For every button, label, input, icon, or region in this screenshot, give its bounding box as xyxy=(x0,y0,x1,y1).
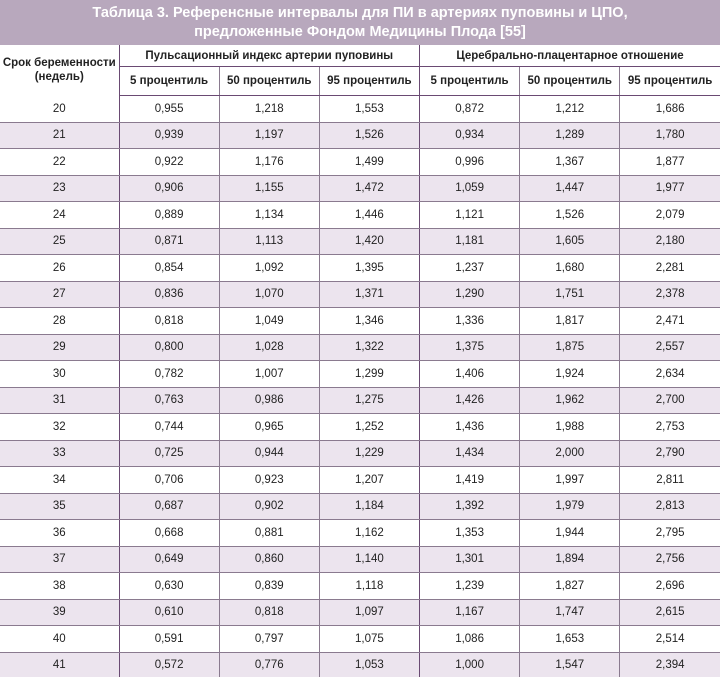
cell-week: 33 xyxy=(0,440,119,467)
cell-cpr-p95: 2,696 xyxy=(620,573,720,600)
cell-pi-p95: 1,371 xyxy=(319,281,419,308)
cell-pi-p95: 1,553 xyxy=(319,96,419,123)
cell-week: 24 xyxy=(0,202,119,229)
cell-cpr-p5: 1,419 xyxy=(420,467,520,494)
cell-week: 30 xyxy=(0,361,119,388)
header-group-umbilical-pi: Пульсационный индекс артерии пуповины xyxy=(119,45,420,67)
cell-week: 34 xyxy=(0,467,119,494)
cell-cpr-p95: 1,686 xyxy=(620,96,720,123)
table-row xyxy=(0,440,720,467)
cell-cpr-p50: 1,653 xyxy=(520,626,620,653)
cell-pi-p50: 0,797 xyxy=(219,626,319,653)
cell-pi-p95: 1,299 xyxy=(319,361,419,388)
cell-pi-p95: 1,526 xyxy=(319,122,419,149)
cell-cpr-p5: 1,406 xyxy=(420,361,520,388)
cell-cpr-p50: 1,924 xyxy=(520,361,620,388)
cell-pi-p50: 0,902 xyxy=(219,493,319,520)
cell-cpr-p50: 1,875 xyxy=(520,334,620,361)
cell-cpr-p50: 1,817 xyxy=(520,308,620,335)
cell-cpr-p50: 1,547 xyxy=(520,652,620,677)
cell-cpr-p50: 1,447 xyxy=(520,175,620,202)
cell-cpr-p50: 1,894 xyxy=(520,546,620,573)
cell-pi-p5: 0,725 xyxy=(119,440,219,467)
cell-pi-p95: 1,346 xyxy=(319,308,419,335)
cell-pi-p95: 1,420 xyxy=(319,228,419,255)
cell-pi-p50: 1,197 xyxy=(219,122,319,149)
cell-pi-p50: 1,176 xyxy=(219,149,319,176)
cell-week: 21 xyxy=(0,122,119,149)
cell-pi-p5: 0,687 xyxy=(119,493,219,520)
table-row xyxy=(0,387,720,414)
table-row xyxy=(0,308,720,335)
cell-pi-p95: 1,140 xyxy=(319,546,419,573)
table-header xyxy=(0,45,720,96)
cell-cpr-p5: 1,059 xyxy=(420,175,520,202)
table-row xyxy=(0,626,720,653)
cell-pi-p5: 0,889 xyxy=(119,202,219,229)
cell-pi-p95: 1,097 xyxy=(319,599,419,626)
cell-week: 26 xyxy=(0,255,119,282)
cell-pi-p95: 1,499 xyxy=(319,149,419,176)
cell-cpr-p5: 1,086 xyxy=(420,626,520,653)
table-row xyxy=(0,599,720,626)
cell-cpr-p5: 1,426 xyxy=(420,387,520,414)
table-row xyxy=(0,652,720,677)
reference-intervals-table xyxy=(0,45,720,677)
cell-pi-p95: 1,275 xyxy=(319,387,419,414)
cell-cpr-p50: 2,000 xyxy=(520,440,620,467)
cell-cpr-p5: 0,996 xyxy=(420,149,520,176)
cell-cpr-p95: 2,378 xyxy=(620,281,720,308)
cell-cpr-p50: 1,289 xyxy=(520,122,620,149)
cell-cpr-p5: 1,290 xyxy=(420,281,520,308)
cell-cpr-p50: 1,212 xyxy=(520,96,620,123)
cell-cpr-p50: 1,747 xyxy=(520,599,620,626)
cell-cpr-p5: 1,336 xyxy=(420,308,520,335)
cell-pi-p95: 1,053 xyxy=(319,652,419,677)
table-row xyxy=(0,414,720,441)
cell-pi-p50: 0,839 xyxy=(219,573,319,600)
table-row xyxy=(0,520,720,547)
cell-pi-p5: 0,649 xyxy=(119,546,219,573)
cell-pi-p95: 1,184 xyxy=(319,493,419,520)
cell-cpr-p50: 1,997 xyxy=(520,467,620,494)
cell-pi-p50: 1,049 xyxy=(219,308,319,335)
cell-pi-p50: 0,923 xyxy=(219,467,319,494)
cell-pi-p95: 1,472 xyxy=(319,175,419,202)
cell-cpr-p5: 1,392 xyxy=(420,493,520,520)
cell-pi-p50: 0,818 xyxy=(219,599,319,626)
cell-pi-p50: 0,944 xyxy=(219,440,319,467)
cell-cpr-p95: 2,753 xyxy=(620,414,720,441)
cell-pi-p5: 0,610 xyxy=(119,599,219,626)
cell-pi-p5: 0,854 xyxy=(119,255,219,282)
table-body xyxy=(0,96,720,677)
table-title-line-2: предложенные Фондом Медицины Плода [55] xyxy=(194,24,526,40)
cell-pi-p50: 1,070 xyxy=(219,281,319,308)
table-row xyxy=(0,228,720,255)
cell-cpr-p5: 1,121 xyxy=(420,202,520,229)
cell-pi-p5: 0,630 xyxy=(119,573,219,600)
header-cpr-p5: 5 процентиль xyxy=(420,67,520,96)
cell-pi-p95: 1,075 xyxy=(319,626,419,653)
cell-week: 22 xyxy=(0,149,119,176)
cell-cpr-p5: 1,237 xyxy=(420,255,520,282)
cell-cpr-p5: 1,436 xyxy=(420,414,520,441)
cell-week: 29 xyxy=(0,334,119,361)
cell-week: 40 xyxy=(0,626,119,653)
cell-pi-p5: 0,763 xyxy=(119,387,219,414)
cell-pi-p5: 0,572 xyxy=(119,652,219,677)
cell-cpr-p95: 1,877 xyxy=(620,149,720,176)
cell-cpr-p95: 2,813 xyxy=(620,493,720,520)
cell-cpr-p5: 1,167 xyxy=(420,599,520,626)
cell-pi-p5: 0,706 xyxy=(119,467,219,494)
cell-week: 38 xyxy=(0,573,119,600)
cell-pi-p5: 0,922 xyxy=(119,149,219,176)
cell-cpr-p50: 1,751 xyxy=(520,281,620,308)
cell-cpr-p95: 2,615 xyxy=(620,599,720,626)
cell-pi-p5: 0,871 xyxy=(119,228,219,255)
cell-cpr-p5: 1,353 xyxy=(420,520,520,547)
cell-week: 20 xyxy=(0,96,119,123)
cell-week: 36 xyxy=(0,520,119,547)
cell-cpr-p95: 2,700 xyxy=(620,387,720,414)
cell-pi-p95: 1,446 xyxy=(319,202,419,229)
cell-cpr-p95: 2,180 xyxy=(620,228,720,255)
cell-cpr-p50: 1,962 xyxy=(520,387,620,414)
cell-cpr-p50: 1,680 xyxy=(520,255,620,282)
table-row xyxy=(0,546,720,573)
cell-week: 37 xyxy=(0,546,119,573)
cell-pi-p95: 1,162 xyxy=(319,520,419,547)
cell-cpr-p95: 2,281 xyxy=(620,255,720,282)
cell-cpr-p50: 1,827 xyxy=(520,573,620,600)
cell-pi-p50: 0,965 xyxy=(219,414,319,441)
cell-cpr-p50: 1,367 xyxy=(520,149,620,176)
cell-pi-p50: 0,881 xyxy=(219,520,319,547)
cell-cpr-p5: 1,434 xyxy=(420,440,520,467)
cell-week: 32 xyxy=(0,414,119,441)
cell-pi-p50: 1,092 xyxy=(219,255,319,282)
header-pi-p95: 95 процентиль xyxy=(319,67,419,96)
header-pi-p5: 5 процентиль xyxy=(119,67,219,96)
cell-pi-p50: 1,155 xyxy=(219,175,319,202)
cell-pi-p5: 0,906 xyxy=(119,175,219,202)
cell-pi-p95: 1,252 xyxy=(319,414,419,441)
cell-pi-p5: 0,939 xyxy=(119,122,219,149)
cell-pi-p50: 0,860 xyxy=(219,546,319,573)
cell-pi-p5: 0,591 xyxy=(119,626,219,653)
table-row xyxy=(0,573,720,600)
cell-cpr-p5: 1,000 xyxy=(420,652,520,677)
cell-cpr-p95: 2,394 xyxy=(620,652,720,677)
cell-cpr-p50: 1,988 xyxy=(520,414,620,441)
cell-week: 28 xyxy=(0,308,119,335)
cell-cpr-p95: 2,471 xyxy=(620,308,720,335)
cell-cpr-p95: 2,756 xyxy=(620,546,720,573)
cell-cpr-p5: 1,239 xyxy=(420,573,520,600)
cell-week: 41 xyxy=(0,652,119,677)
cell-week: 35 xyxy=(0,493,119,520)
cell-cpr-p5: 1,301 xyxy=(420,546,520,573)
table-title-line-1: Таблица 3. Референсные интервалы для ПИ в артериях пуповины и ЦПО, xyxy=(92,5,628,21)
header-cpr-p50: 50 процентиль xyxy=(520,67,620,96)
cell-cpr-p95: 2,514 xyxy=(620,626,720,653)
header-cpr-p95: 95 процентиль xyxy=(620,67,720,96)
cell-week: 25 xyxy=(0,228,119,255)
cell-pi-p50: 0,776 xyxy=(219,652,319,677)
cell-cpr-p95: 1,977 xyxy=(620,175,720,202)
cell-cpr-p95: 2,557 xyxy=(620,334,720,361)
cell-pi-p5: 0,836 xyxy=(119,281,219,308)
cell-pi-p5: 0,818 xyxy=(119,308,219,335)
table-title xyxy=(0,0,720,45)
cell-pi-p5: 0,782 xyxy=(119,361,219,388)
cell-pi-p95: 1,395 xyxy=(319,255,419,282)
cell-pi-p50: 0,986 xyxy=(219,387,319,414)
cell-cpr-p5: 1,375 xyxy=(420,334,520,361)
cell-pi-p50: 1,007 xyxy=(219,361,319,388)
cell-week: 23 xyxy=(0,175,119,202)
table-row xyxy=(0,493,720,520)
cell-week: 39 xyxy=(0,599,119,626)
cell-cpr-p50: 1,979 xyxy=(520,493,620,520)
cell-cpr-p95: 2,079 xyxy=(620,202,720,229)
cell-pi-p50: 1,134 xyxy=(219,202,319,229)
cell-pi-p5: 0,668 xyxy=(119,520,219,547)
table-row xyxy=(0,149,720,176)
table-row xyxy=(0,202,720,229)
cell-cpr-p5: 1,181 xyxy=(420,228,520,255)
cell-week: 27 xyxy=(0,281,119,308)
table-row xyxy=(0,96,720,123)
cell-pi-p50: 1,028 xyxy=(219,334,319,361)
cell-pi-p95: 1,118 xyxy=(319,573,419,600)
cell-cpr-p50: 1,944 xyxy=(520,520,620,547)
table-row xyxy=(0,334,720,361)
table-row xyxy=(0,281,720,308)
table-row xyxy=(0,255,720,282)
cell-cpr-p50: 1,526 xyxy=(520,202,620,229)
cell-pi-p50: 1,113 xyxy=(219,228,319,255)
cell-pi-p95: 1,322 xyxy=(319,334,419,361)
cell-cpr-p95: 2,811 xyxy=(620,467,720,494)
cell-cpr-p95: 1,780 xyxy=(620,122,720,149)
cell-pi-p50: 1,218 xyxy=(219,96,319,123)
cell-pi-p5: 0,955 xyxy=(119,96,219,123)
cell-week: 31 xyxy=(0,387,119,414)
cell-cpr-p50: 1,605 xyxy=(520,228,620,255)
header-group-cpr: Церебрально-плацентарное отношение xyxy=(420,45,720,67)
header-period: Срок беременности (недель) xyxy=(0,45,119,96)
table-row xyxy=(0,467,720,494)
cell-cpr-p95: 2,634 xyxy=(620,361,720,388)
cell-cpr-p5: 0,872 xyxy=(420,96,520,123)
cell-cpr-p95: 2,790 xyxy=(620,440,720,467)
cell-pi-p5: 0,744 xyxy=(119,414,219,441)
table-row xyxy=(0,122,720,149)
cell-pi-p95: 1,207 xyxy=(319,467,419,494)
cell-pi-p95: 1,229 xyxy=(319,440,419,467)
table-row xyxy=(0,175,720,202)
cell-cpr-p95: 2,795 xyxy=(620,520,720,547)
cell-pi-p5: 0,800 xyxy=(119,334,219,361)
table-row xyxy=(0,361,720,388)
cell-cpr-p5: 0,934 xyxy=(420,122,520,149)
header-pi-p50: 50 процентиль xyxy=(219,67,319,96)
